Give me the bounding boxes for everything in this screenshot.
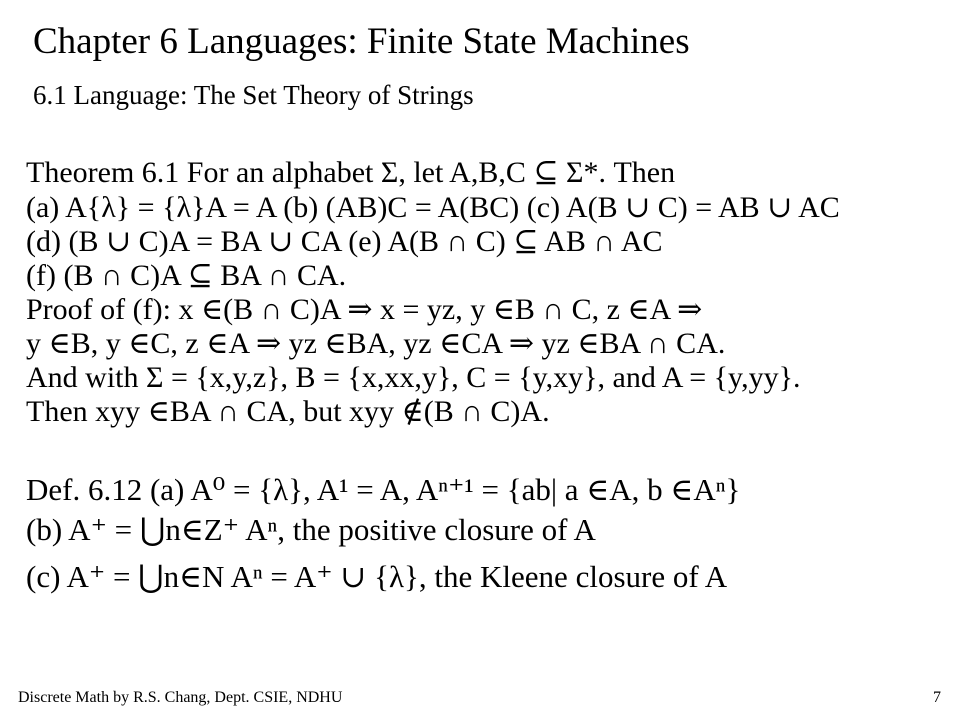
theorem-statement: Theorem 6.1 For an alphabet Σ, let A,B,C ⊆ Σ*. Then: [26, 156, 676, 189]
definition-c: (c) A⁺ = ⋃n∈N Aⁿ = A⁺ ∪ {λ}, the Kleene closure of A: [26, 559, 728, 594]
definition-b: (b) A⁺ = ⋃n∈Z⁺ Aⁿ, the positive closure of A: [26, 512, 596, 547]
theorem-parts-a-b-c: (a) A{λ} = {λ}A = A (b) (AB)C = A(BC) (c) A(B ∪ C) = AB ∪ AC: [26, 191, 840, 224]
proof-line-2: y ∈B, y ∈C, z ∈A ⇒ yz ∈BA, yz ∈CA ⇒ yz ∈BA ∩ CA.: [26, 327, 726, 360]
theorem-parts-d-e: (d) (B ∪ C)A = BA ∪ CA (e) A(B ∩ C) ⊆ AB ∩ AC: [26, 225, 663, 258]
proof-line-1: Proof of (f): x ∈(B ∩ C)A ⇒ x = yz, y ∈B ∩ C, z ∈A ⇒: [26, 293, 703, 326]
proof-line-4: Then xyy ∈BA ∩ CA, but xyy ∉(B ∩ C)A.: [26, 395, 550, 428]
slide-subtitle: 6.1 Language: The Set Theory of Strings: [33, 80, 474, 110]
proof-line-3: And with Σ = {x,y,z}, B = {x,xx,y}, C = {y,xy}, and A = {y,yy}.: [26, 361, 801, 394]
definition-a: Def. 6.12 (a) A⁰ = {λ}, A¹ = A, Aⁿ⁺¹ = {ab| a ∈A, b ∈Aⁿ}: [26, 472, 741, 507]
footer-credit: Discrete Math by R.S. Chang, Dept. CSIE, NDHU: [18, 689, 343, 706]
page-number: 7: [933, 689, 941, 706]
theorem-part-f: (f) (B ∩ C)A ⊆ BA ∩ CA.: [26, 259, 347, 292]
slide-title: Chapter 6 Languages: Finite State Machines: [33, 21, 690, 62]
